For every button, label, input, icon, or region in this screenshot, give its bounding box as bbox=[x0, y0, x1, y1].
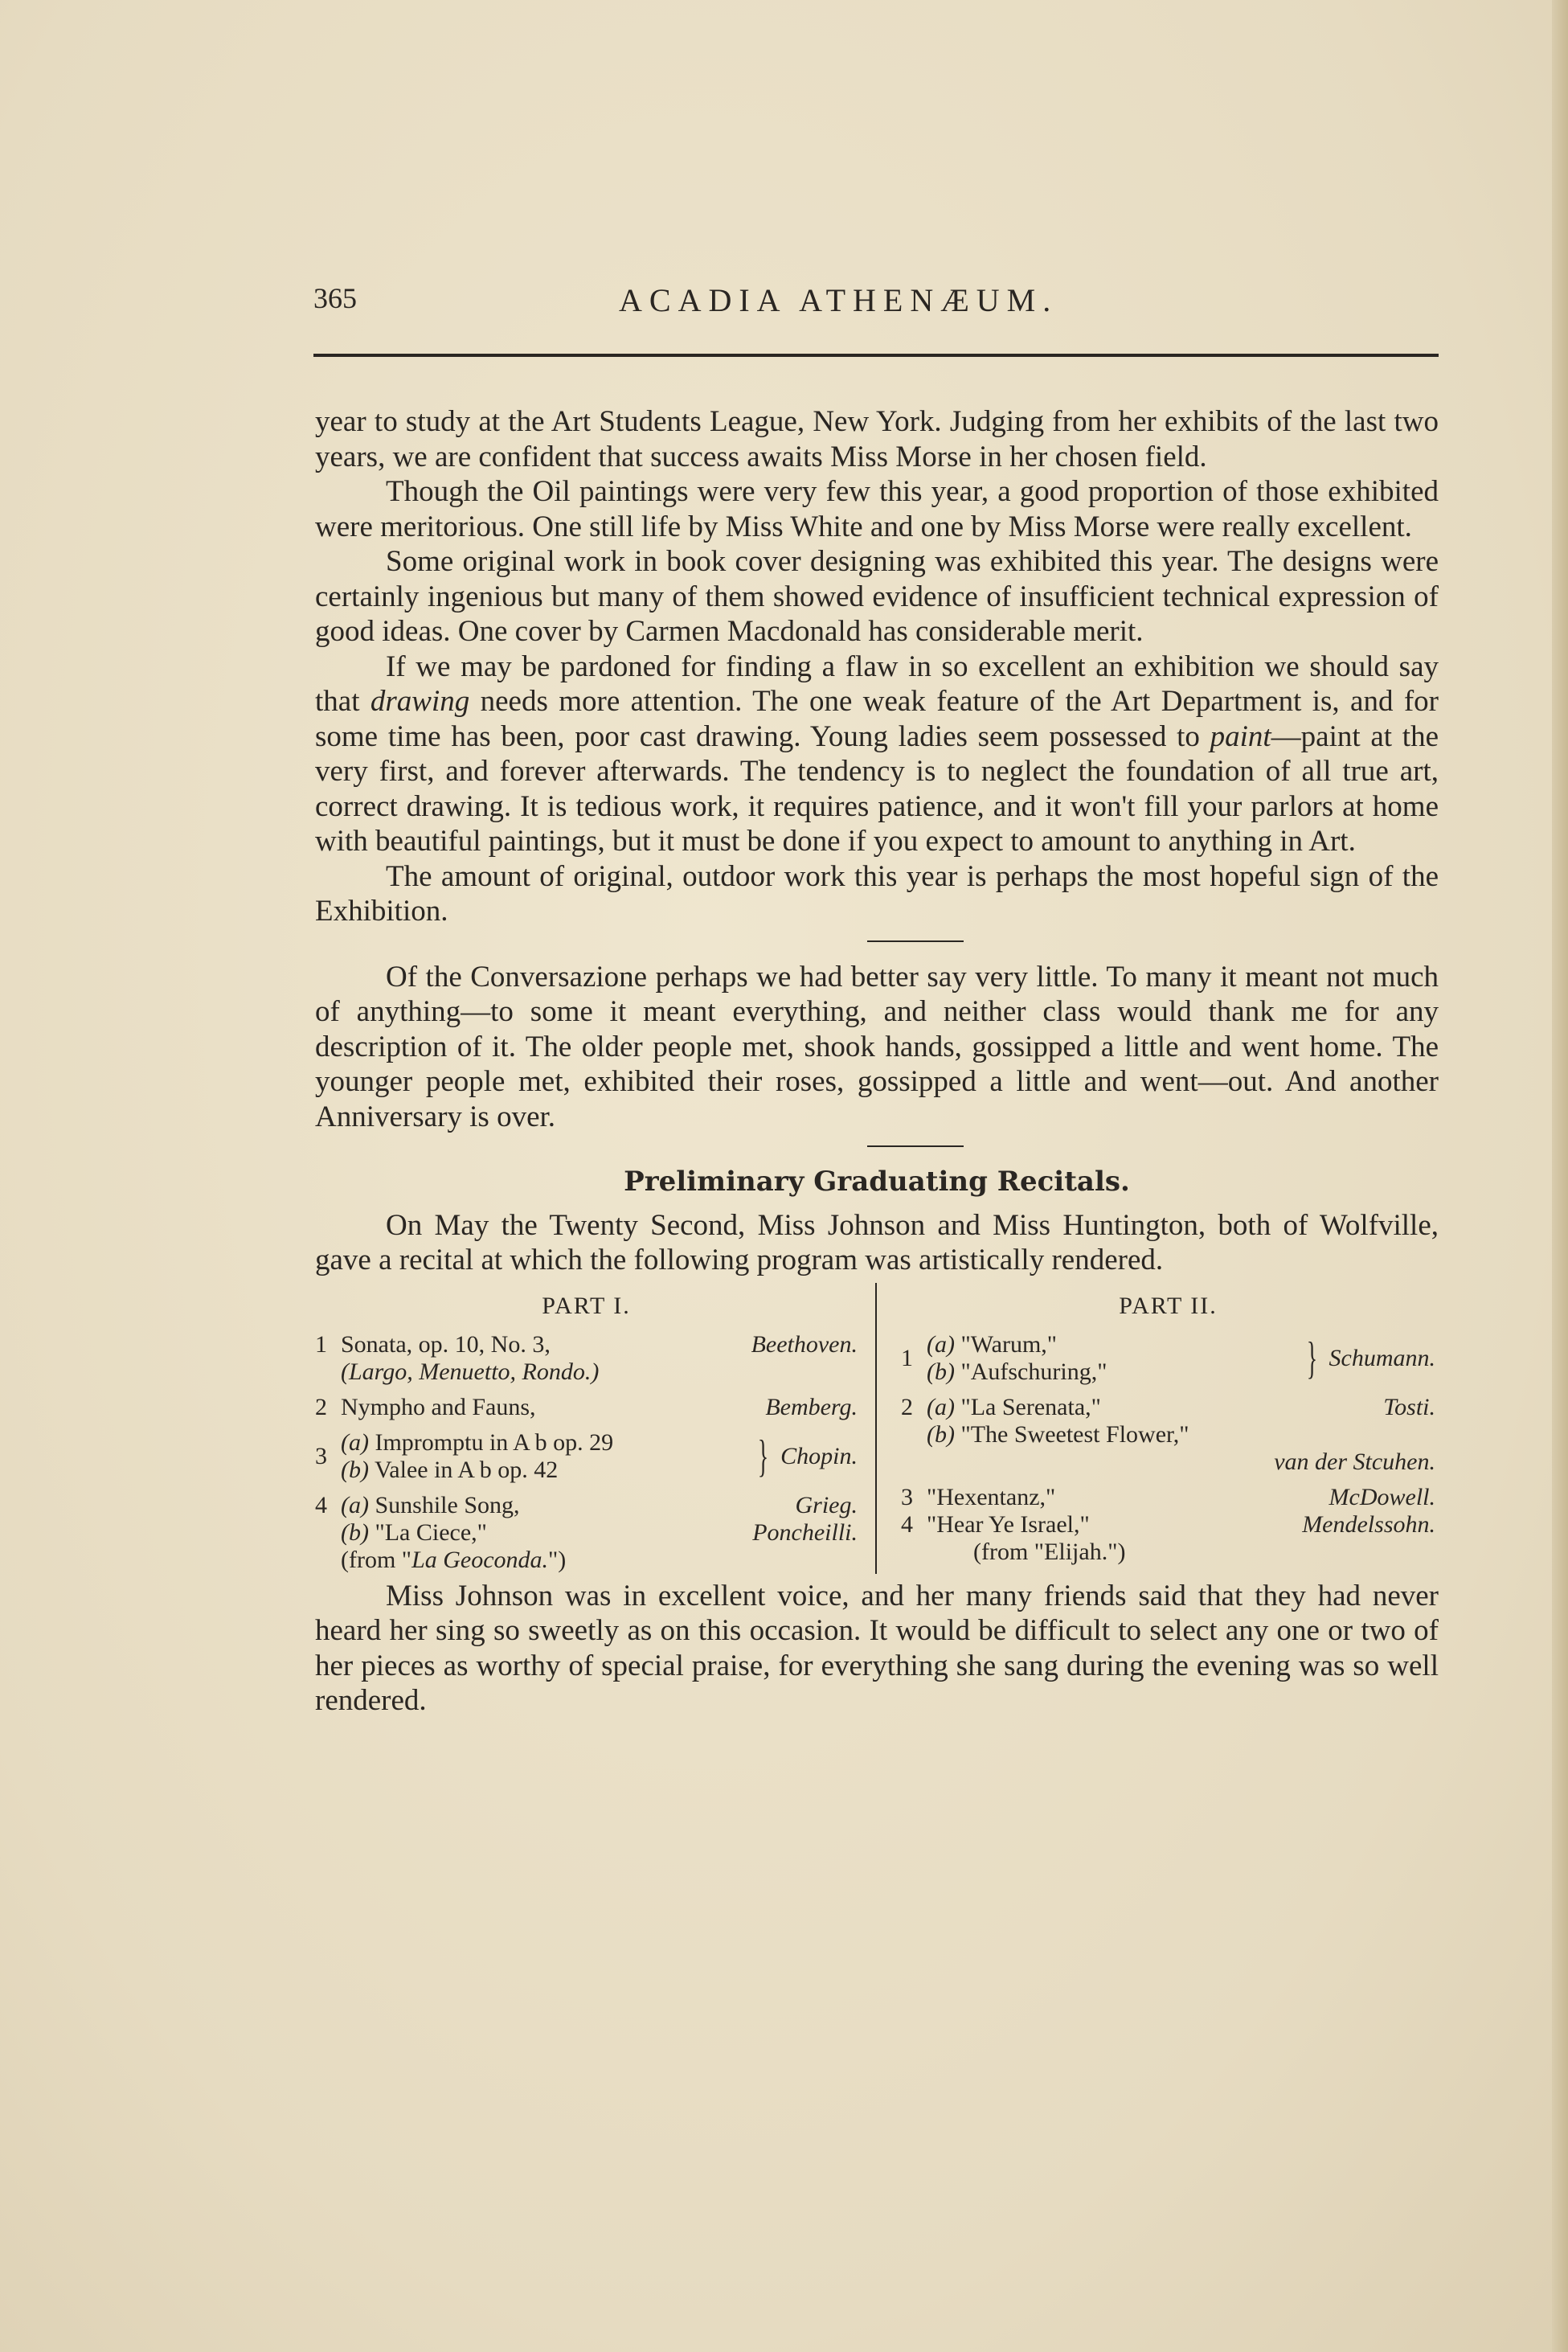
item-label: (a) bbox=[341, 1428, 369, 1456]
item-number: 2 bbox=[901, 1393, 913, 1420]
paragraph-miss-johnson: Miss Johnson was in excellent voice, and her many friends said that they had never heard her sing so sweetly as on this occasion. It would be difficult to select any one or two of her pieces as worthy of special praise, for everything she sang during the evening was so well rendered. bbox=[315, 1579, 1439, 1717]
item-label: (a) bbox=[927, 1330, 955, 1358]
header-rule bbox=[313, 354, 1439, 357]
paint-emphasis: paint bbox=[1210, 719, 1271, 753]
item-work: "Warum," bbox=[960, 1330, 1058, 1358]
section-divider bbox=[867, 940, 964, 942]
item-number: 2 bbox=[315, 1393, 327, 1420]
item-label: (b) bbox=[927, 1358, 955, 1385]
part-two-heading: PART II. bbox=[1119, 1292, 1218, 1319]
item-number: 3 bbox=[901, 1483, 913, 1510]
item-work: "La Serenata," bbox=[960, 1393, 1101, 1420]
item-work: Sunshile Song, bbox=[375, 1491, 520, 1518]
item-number: 1 bbox=[901, 1344, 913, 1371]
program-part-two bbox=[877, 1283, 1439, 1574]
drawing-text-1: If we may be pardoned for finding a flaw in so excellent an exhibition we should say that bbox=[315, 649, 1439, 718]
paragraph-outdoor-work: The amount of original, outdoor work this year is perhaps the most hopeful sign of the Exhibition. bbox=[315, 859, 1439, 928]
item-work: "Hexentanz," bbox=[927, 1483, 1056, 1510]
program-item bbox=[901, 1394, 1435, 1421]
drawing-text-2: needs more attention. The one weak feature of the Art Department is, and for some time has been, poor cast drawing. Young ladies seem possessed to bbox=[315, 685, 1439, 753]
item-work: Valee in A b op. 42 bbox=[374, 1456, 559, 1483]
item-source: (from "Elijah.") bbox=[973, 1538, 1126, 1565]
program-item bbox=[901, 1331, 1435, 1386]
recital-heading: Preliminary Graduating Recitals. bbox=[624, 1166, 1130, 1198]
paragraph-book-covers: Some original work in book cover designing was exhibited this year. The designs were certainly ingenious but many of them showed evidence of insufficient technical expression of good ideas. One cover by Carmen Macdonald has considerable merit. bbox=[315, 545, 1439, 648]
paragraph-recital-intro: On May the Twenty Second, Miss Johnson and Miss Huntington, both of Wolfville, gave a recital at which the following program was artistically rendered. bbox=[315, 1208, 1439, 1276]
program-item bbox=[315, 1429, 858, 1484]
item-number: 4 bbox=[315, 1491, 327, 1518]
item-composer: Bemberg. bbox=[765, 1393, 858, 1420]
item-composer: Poncheilli. bbox=[752, 1518, 858, 1546]
item-composer: Beethoven. bbox=[751, 1330, 858, 1358]
item-label: (b) bbox=[341, 1518, 369, 1546]
item-source: (from "La Geoconda.") bbox=[341, 1546, 567, 1573]
running-title: ACADIA ATHENÆUM. bbox=[619, 282, 1058, 318]
paragraph-oil-paintings: Though the Oil paintings were very few this year, a good proportion of those exhibited were meritorious. One still life by Miss White and one by Miss Morse were really excellent. bbox=[315, 475, 1439, 543]
paragraph-drawing bbox=[315, 649, 1439, 859]
item-movements: (Largo, Menuetto, Rondo.) bbox=[341, 1358, 600, 1385]
program-item bbox=[315, 1394, 858, 1421]
program-item bbox=[901, 1421, 1435, 1448]
item-composer: Schumann. bbox=[1329, 1344, 1435, 1371]
article-body bbox=[315, 404, 1439, 1719]
item-number: 4 bbox=[901, 1510, 913, 1538]
item-composer: McDowell. bbox=[1329, 1483, 1435, 1510]
item-number: 3 bbox=[315, 1442, 327, 1469]
drawing-text-3: —paint at the very first, and forever afterwards. The tendency is to neglect the foundation of all true art, correct drawing. It is tedious work, it requires patience, and it won't fill your parlors at home with beautiful paintings, but it must be done if you expect to amount to anything in Art. bbox=[315, 719, 1439, 858]
item-label: (a) bbox=[341, 1491, 369, 1518]
item-composer: Grieg. bbox=[795, 1491, 858, 1518]
item-label: (b) bbox=[341, 1456, 369, 1483]
paragraph-conversazione: Of the Conversazione perhaps we had better say very little. To many it meant not much of anything—to some it meant everything, and neither class would thank me for any description of it. The older people met, shook hands, gossipped a little and went home. The younger people met, exhibited their roses, gossipped a little and went—out. And another Anniversary is over. bbox=[315, 960, 1439, 1133]
item-label: (b) bbox=[927, 1420, 955, 1448]
item-work: "The Sweetest Flower," bbox=[960, 1420, 1189, 1448]
page-edge bbox=[1552, 0, 1568, 2352]
item-label: (a) bbox=[927, 1393, 955, 1420]
item-work: "La Ciece," bbox=[375, 1518, 487, 1546]
paragraph-art-students: year to study at the Art Students League, New York. Judging from her exhibits of the last two years, we are confident that success awaits Miss Morse in her chosen field. bbox=[315, 405, 1439, 473]
brace-icon: } bbox=[1306, 1333, 1317, 1383]
program-item bbox=[901, 1484, 1435, 1511]
item-work: Nympho and Fauns, bbox=[341, 1393, 536, 1420]
item-composer: Tosti. bbox=[1383, 1393, 1435, 1420]
item-work: "Aufschuring," bbox=[960, 1358, 1107, 1385]
program-item bbox=[901, 1448, 1435, 1476]
program-item bbox=[315, 1492, 858, 1519]
item-work: "Hear Ye Israel," bbox=[927, 1510, 1090, 1538]
section-divider bbox=[867, 1145, 964, 1147]
item-composer: Chopin. bbox=[780, 1442, 858, 1469]
program-part-one bbox=[315, 1283, 877, 1574]
item-number: 1 bbox=[315, 1330, 327, 1358]
item-work: Sonata, op. 10, No. 3, bbox=[341, 1330, 551, 1358]
drawing-emphasis: drawing bbox=[370, 685, 470, 718]
item-composer: Mendelssohn. bbox=[1302, 1510, 1435, 1538]
program-item bbox=[901, 1511, 1435, 1539]
item-composer: van der Stcuhen. bbox=[1274, 1448, 1435, 1475]
recital-program bbox=[315, 1283, 1439, 1574]
item-work: Impromptu in A b op. 29 bbox=[375, 1428, 614, 1456]
part-one-heading: PART I. bbox=[542, 1292, 631, 1319]
program-item bbox=[315, 1331, 858, 1358]
page-header bbox=[313, 281, 1439, 330]
page-number: 365 bbox=[313, 282, 357, 314]
brace-icon: } bbox=[757, 1431, 769, 1481]
program-item bbox=[315, 1519, 858, 1547]
